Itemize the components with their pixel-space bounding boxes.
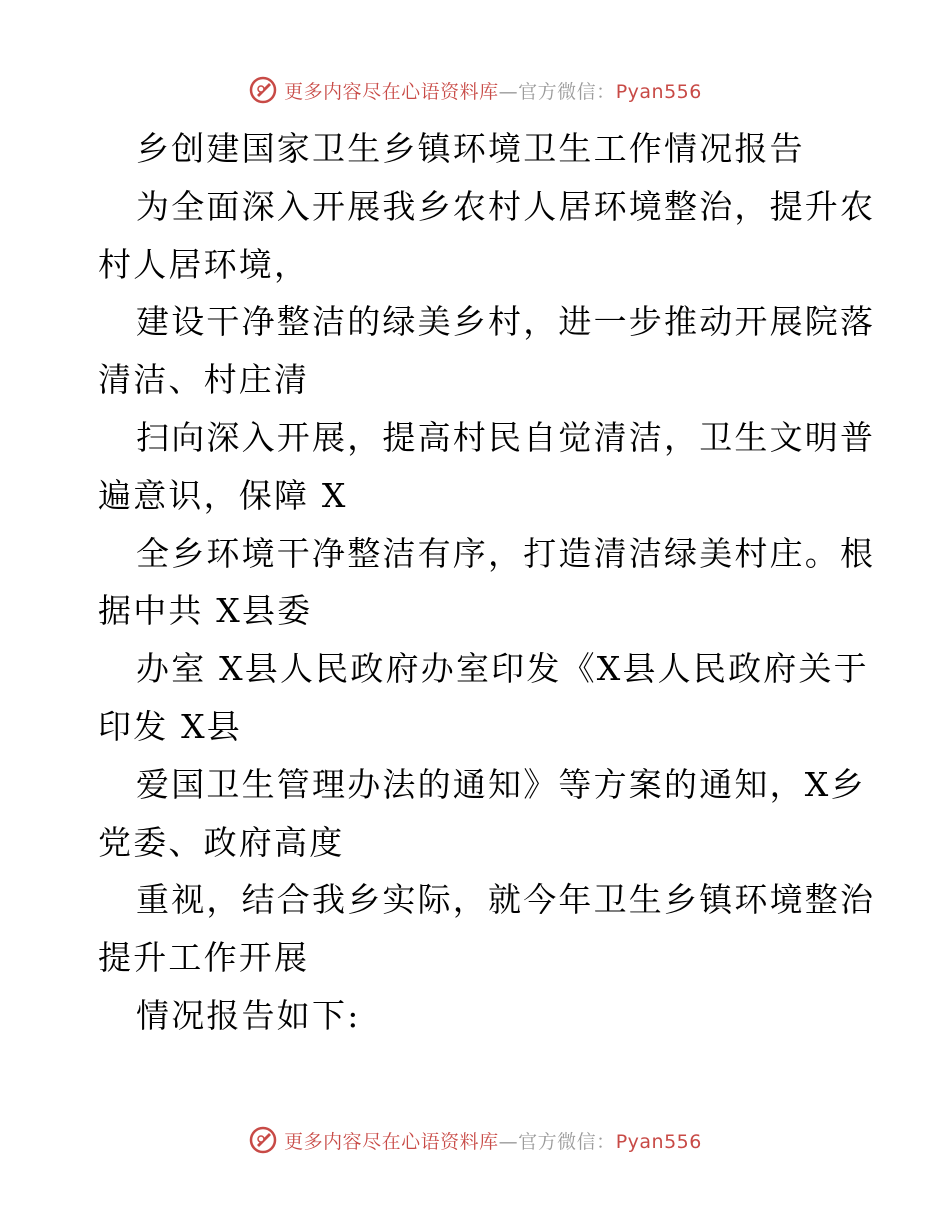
watermark-wechat-id: Pyan556 — [615, 80, 702, 103]
paragraph-line: 党委、政府高度 — [98, 822, 345, 862]
paragraph-line: 据中共 X县委 — [98, 591, 313, 631]
paragraph-line: 印发 X县 — [98, 706, 242, 746]
paragraph-line: 爱国卫生管理办法的通知》等方案的通知，X乡 — [136, 764, 866, 804]
watermark-wechat-id: Pyan556 — [615, 1130, 702, 1153]
watermark-brand: 更多内容尽在心语资料库 — [284, 80, 499, 103]
paragraph-line: 村人居环境， — [98, 244, 310, 284]
paragraph-line: 清洁、村庄清 — [98, 360, 310, 400]
paragraph-line: 扫向深入开展，提高村民自觉清洁，卫生文明普 — [136, 417, 876, 457]
watermark-dash: — — [498, 80, 519, 103]
watermark-official: 官方微信： — [518, 1130, 616, 1153]
logo-seal-icon — [248, 75, 278, 105]
watermark-brand: 更多内容尽在心语资料库 — [284, 1130, 499, 1153]
paragraph-line: 遍意识，保障 X — [98, 475, 348, 515]
paragraph-line: 办室 X县人民政府办室印发《X县人民政府关于 — [136, 649, 869, 689]
paragraph-line: 为全面深入开展我乡农村人居环境整治，提升农 — [136, 186, 876, 226]
header-watermark — [0, 70, 950, 110]
document-body — [98, 120, 876, 1045]
document-title: 乡创建国家卫生乡镇环境卫生工作情况报告 — [136, 129, 805, 168]
watermark-official: 官方微信： — [518, 80, 616, 103]
paragraph-line: 建设干净整洁的绿美乡村，进一步推动开展院落 — [136, 302, 876, 342]
paragraph-line: 全乡环境干净整洁有序，打造清洁绿美村庄。根 — [136, 533, 876, 573]
paragraph-line: 重视，结合我乡实际，就今年卫生乡镇环境整治 — [136, 880, 876, 920]
footer-watermark — [0, 1120, 950, 1160]
paragraph-line: 情况报告如下: — [136, 995, 361, 1035]
paragraph-line: 提升工作开展 — [98, 938, 310, 978]
logo-seal-icon — [248, 1125, 278, 1155]
watermark-dash: — — [498, 1130, 519, 1153]
watermark-text — [284, 77, 702, 104]
watermark-text — [284, 1127, 702, 1154]
